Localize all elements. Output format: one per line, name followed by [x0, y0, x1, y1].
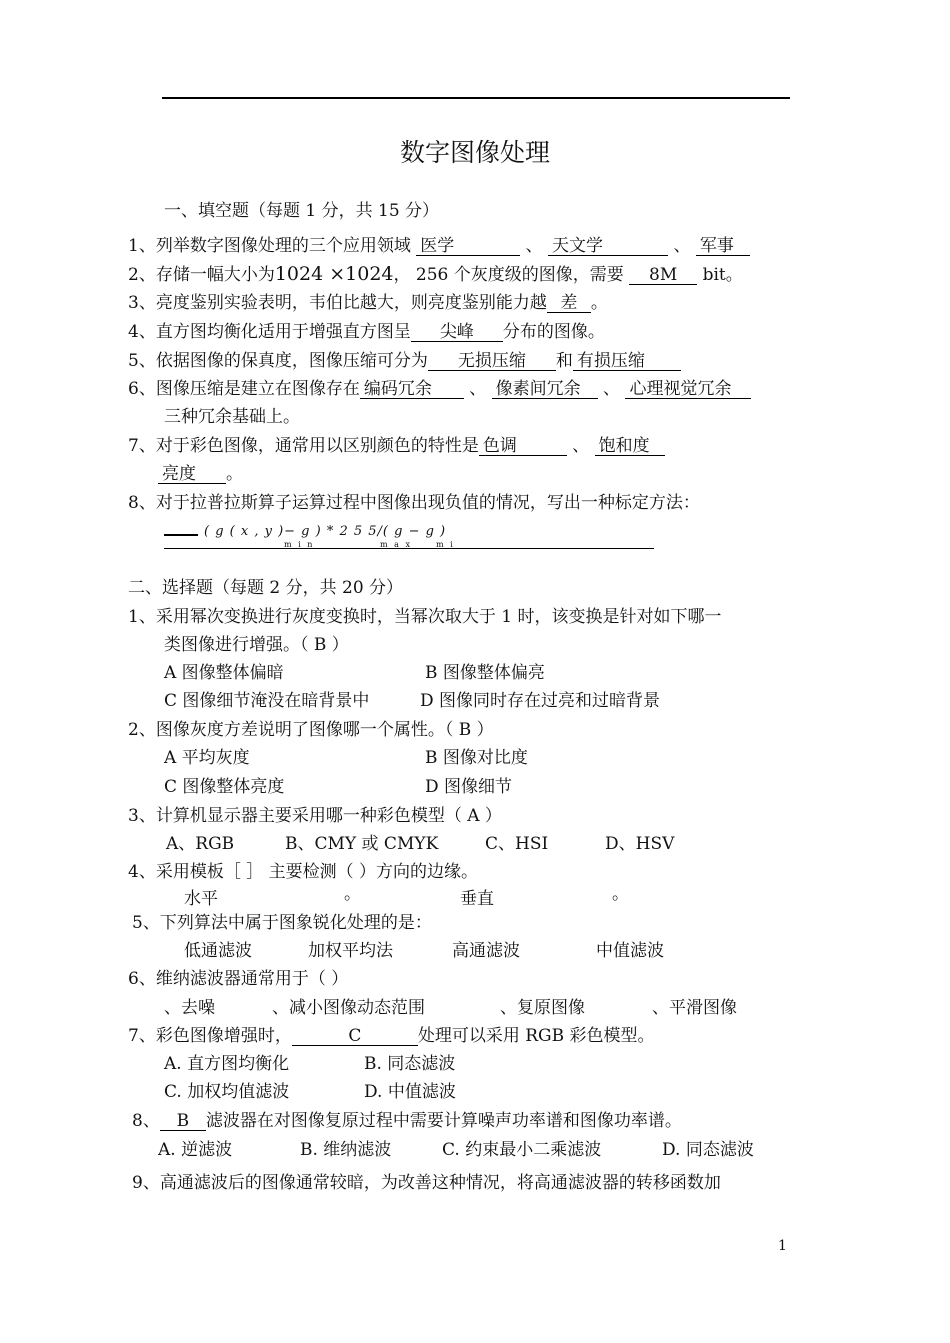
page-number: 1	[778, 1238, 787, 1254]
option: A. 逆滤波	[158, 1140, 233, 1160]
question-text: 1、列举数字图像处理的三个应用领域	[128, 236, 411, 256]
option: C 图像细节淹没在暗背景中	[164, 691, 370, 711]
fill-q7	[128, 436, 665, 456]
formula-text: ( g ( x , y )− g ) * 2 5 5/( g − g )	[204, 524, 447, 539]
choice-q3: 3、计算机显示器主要采用哪一种彩色模型（ A ）	[128, 806, 502, 826]
answer-blank: 差	[547, 294, 591, 313]
option: 加权平均法	[308, 941, 393, 961]
fill-q8: 8、对于拉普拉斯算子运算过程中图像出现负值的情况，写出一种标定方法：	[128, 493, 700, 513]
separator: 、	[673, 236, 691, 256]
option: 中值滤波	[596, 941, 664, 961]
answer-blank: 编码冗余	[360, 380, 464, 399]
option: B 图像整体偏亮	[425, 663, 545, 683]
option: D. 中值滤波	[364, 1082, 456, 1102]
question-text: 2、存储一幅大小为	[128, 265, 275, 285]
section2-heading: 二、选择题（每题 2 分，共 20 分）	[128, 578, 404, 598]
answer-blank: 像素间冗余	[492, 380, 598, 399]
option: A. 直方图均衡化	[164, 1054, 290, 1074]
option: D 图像细节	[425, 777, 513, 797]
question-text: ， 256 个灰度级的图像，需要	[393, 265, 624, 285]
option: A 图像整体偏暗	[164, 663, 284, 683]
separator: 、	[572, 436, 590, 456]
option: 高通滤波	[452, 941, 520, 961]
option: B. 同态滤波	[364, 1054, 456, 1074]
question-text: 4、直方图均衡化适用于增强直方图呈	[128, 322, 411, 342]
question-text: 和	[555, 351, 573, 371]
option: 水平	[184, 889, 218, 909]
option: 、复原图像	[500, 998, 585, 1018]
answer-blank: 有损压缩	[573, 352, 681, 371]
option: D 图像同时存在过亮和过暗背景	[420, 691, 661, 711]
section1-heading: 一、填空题（每题 1 分，共 15 分）	[164, 201, 440, 221]
option: 、去噪	[164, 998, 215, 1018]
fill-q6-line2: 三种冗余基础上。	[164, 407, 300, 427]
formula-subscript: m a x	[380, 540, 412, 549]
degree-mark: 。	[612, 884, 629, 904]
question-number: 8、	[132, 1111, 160, 1131]
answer-blank: 尖峰	[411, 323, 503, 342]
formula-dash	[164, 534, 198, 536]
question-text: 3、亮度鉴别实验表明，韦伯比越大，则亮度鉴别能力越	[128, 293, 547, 313]
option: A、RGB	[166, 834, 235, 854]
punctuation: 。	[590, 293, 608, 313]
option: A 平均灰度	[164, 748, 250, 768]
option: 、减小图像动态范围	[272, 998, 425, 1018]
option: B 图像对比度	[425, 748, 528, 768]
fill-q6	[128, 379, 751, 399]
option: 、平滑图像	[652, 998, 737, 1018]
fill-q7-line2	[158, 464, 243, 484]
choice-q2: 2、图像灰度方差说明了图像哪一个属性。（ B ）	[128, 720, 494, 740]
option: D、HSV	[605, 834, 675, 854]
formula-subscript: m i n	[284, 540, 315, 549]
option: C. 加权均值滤波	[164, 1082, 290, 1102]
option: 垂直	[460, 889, 494, 909]
option: C 图像整体亮度	[164, 777, 285, 797]
answer-blank: B	[160, 1112, 206, 1131]
page-title: 数字图像处理	[399, 138, 550, 167]
answer-blank: 亮度	[158, 465, 226, 484]
choice-q1: 1、采用幂次变换进行灰度变换时，当幂次取大于 1 时，该变换是针对如下哪一	[128, 607, 722, 627]
choice-q8	[132, 1111, 682, 1131]
answer-blank: 军事	[696, 237, 750, 256]
image-size: 1024 ×1024	[274, 263, 394, 285]
answer-blank: 医学	[416, 237, 520, 256]
answer-blank: 无损压缩	[428, 352, 556, 371]
laplacian-formula	[164, 522, 654, 549]
header-rule	[162, 97, 790, 99]
option: B. 维纳滤波	[300, 1140, 392, 1160]
question-text: 7、对于彩色图像，通常用以区别颜色的特性是	[128, 436, 479, 456]
question-text: 7、彩色图像增强时，	[128, 1026, 292, 1046]
answer-blank: 心理视觉冗余	[625, 380, 751, 399]
punctuation: 。	[226, 464, 243, 484]
formula-subscript: m i	[436, 540, 455, 549]
fill-q1	[128, 236, 750, 256]
answer-blank: 饱和度	[595, 437, 665, 456]
degree-mark: 。	[344, 884, 361, 904]
question-text: 6、图像压缩是建立在图像存在	[128, 379, 360, 399]
separator: 、	[469, 379, 487, 399]
unit: bit。	[702, 265, 743, 285]
choice-q9: 9、高通滤波后的图像通常较暗，为改善这种情况，将高通滤波器的转移函数加	[132, 1173, 721, 1193]
separator: 、	[525, 236, 543, 256]
choice-q1-line2: 类图像进行增强。（ B ）	[164, 635, 349, 655]
question-text: 分布的图像。	[502, 322, 605, 342]
question-text: 处理可以采用 RGB 彩色模型。	[417, 1026, 655, 1046]
separator: 、	[603, 379, 621, 399]
choice-q6: 6、维纳滤波器通常用于（ ）	[128, 969, 349, 989]
choice-q5: 5、下列算法中属于图象锐化处理的是：	[132, 913, 432, 933]
choice-q4: 4、采用模板［ ］ 主要检测（ ）方向的边缘。	[128, 862, 479, 882]
option: 低通滤波	[184, 941, 252, 961]
answer-blank: C	[292, 1027, 418, 1046]
fill-q5	[128, 351, 681, 371]
question-text: 5、依据图像的保真度，图像压缩可分为	[128, 351, 428, 371]
fill-q4	[128, 322, 605, 342]
choice-q7	[128, 1026, 655, 1046]
option: D. 同态滤波	[662, 1140, 754, 1160]
fill-q2	[128, 264, 743, 285]
answer-blank: 天文学	[548, 237, 668, 256]
question-text: 滤波器在对图像复原过程中需要计算噪声功率谱和图像功率谱。	[205, 1111, 682, 1131]
answer-blank: 8M	[629, 266, 697, 285]
option: B、CMY 或 CMYK	[285, 834, 439, 854]
answer-blank: 色调	[479, 437, 567, 456]
option: C、HSI	[485, 834, 549, 854]
fill-q3	[128, 293, 608, 313]
option: C. 约束最小二乘滤波	[442, 1140, 602, 1160]
